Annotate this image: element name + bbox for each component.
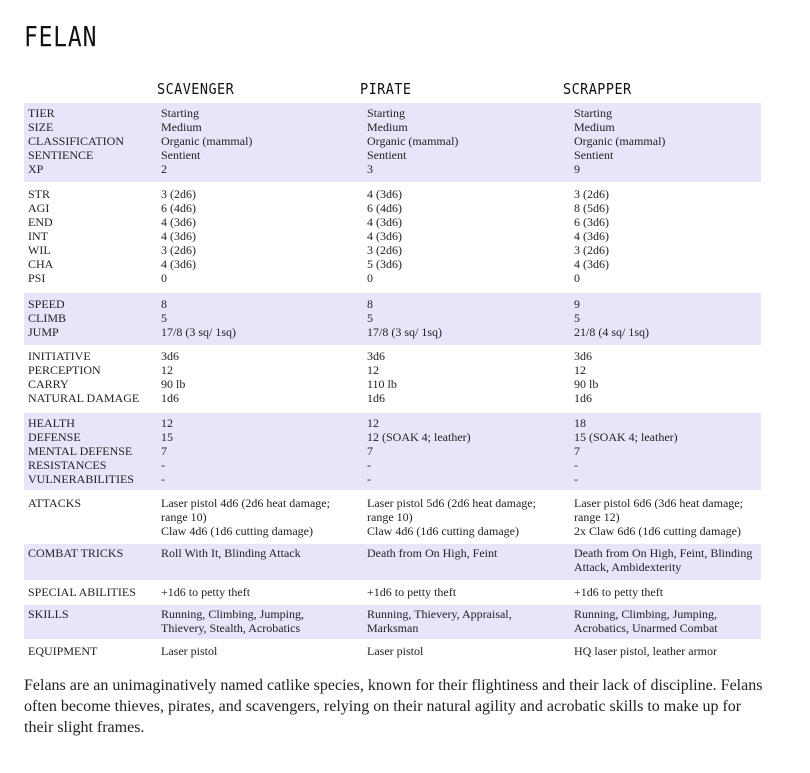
stat-value: 5 [161,311,167,325]
stat-value: 90 lb [161,377,186,391]
stat-value: Laser pistol 6d6 (3d6 heat damage; range 12) [574,496,743,524]
stat-value-cell-pirate [363,103,570,182]
stat-label: XP [28,162,44,176]
stat-value: 4 (3d6) [161,257,196,271]
stat-value: 12 [161,416,173,430]
stat-value: Starting [574,106,612,120]
stat-label-cell [24,605,157,639]
stat-value: 6 (4d6) [161,201,196,215]
stat-value: Death from On High, Feint [367,546,498,560]
stat-value-cell-scrapper [570,605,761,639]
column-header-scrapper: SCRAPPER [563,80,632,98]
stat-value: 4 (3d6) [161,229,196,243]
stat-value: Claw 4d6 (1d6 cutting damage) [367,524,519,538]
stat-label-cell [24,293,157,345]
stat-value: 6 (4d6) [367,201,402,215]
stat-label-cell [24,641,157,662]
stat-value: Medium [161,120,202,134]
stat-label: RESISTANCES [28,458,107,472]
stat-value-cell-scavenger [157,641,363,662]
column-header-pirate: PIRATE [360,80,412,98]
stat-value: 4 (3d6) [574,257,609,271]
stat-value-cell-pirate [363,293,570,345]
stat-row-attributes [24,184,761,291]
stat-value: Running, Thievery, Appraisal, Marksman [367,607,512,635]
stat-value-cell-pirate [363,184,570,291]
stat-value-cell-scrapper [570,641,761,662]
stat-value-cell-scavenger [157,103,363,182]
stat-value-cell-scavenger [157,605,363,639]
stat-value: 15 [161,430,173,444]
stat-value: 1d6 [367,391,385,405]
stat-value-cell-scrapper [570,413,761,490]
stat-value: Laser pistol [367,644,424,658]
stat-value-cell-scavenger [157,582,363,603]
stat-row-attacks [24,492,761,542]
stat-table [24,101,761,664]
stat-label: TIER [28,106,55,120]
stat-value: 1d6 [574,391,592,405]
stat-value: Running, Climbing, Jumping, Acrobatics, Unarmed Combat [574,607,718,635]
stat-label: SIZE [28,120,54,134]
stat-value: - [367,472,371,486]
stat-value: 4 (3d6) [161,215,196,229]
stat-value: Claw 4d6 (1d6 cutting damage) [161,524,313,538]
stat-value: 3d6 [161,349,179,363]
stat-value: Organic (mammal) [574,134,666,148]
stat-value: Starting [161,106,199,120]
stat-value: 3 (2d6) [574,243,609,257]
stat-value-cell-scrapper [570,103,761,182]
stat-value: 7 [574,444,580,458]
stat-value-cell-scavenger [157,184,363,291]
stat-value: Medium [367,120,408,134]
stat-label: VULNERABILITIES [28,472,134,486]
stat-value: Medium [574,120,615,134]
stat-value-cell-scavenger [157,413,363,490]
stat-value: 12 [367,363,379,377]
stat-value: Organic (mammal) [367,134,459,148]
stat-row-senses [24,347,761,411]
stat-value: Sentient [161,148,201,162]
stat-value: Laser pistol 5d6 (2d6 heat damage; range 10) [367,496,536,524]
stat-value-cell-pirate [363,641,570,662]
stat-value: - [574,458,578,472]
stat-row-combat-tricks [24,544,761,580]
stat-value: 7 [367,444,373,458]
stat-value: - [161,472,165,486]
stat-value-cell-scrapper [570,184,761,291]
stat-value: 3 (2d6) [574,187,609,201]
stat-value: Laser pistol 4d6 (2d6 heat damage; range 10) [161,496,330,524]
stat-value: 12 (SOAK 4; leather) [367,430,471,444]
stat-label: EQUIPMENT [28,644,98,658]
stat-value: 4 (3d6) [367,187,402,201]
stat-label: INITIATIVE [28,349,91,363]
stat-value: 3d6 [574,349,592,363]
stat-value: 5 (3d6) [367,257,402,271]
stat-label: HEALTH [28,416,75,430]
stat-value: 110 lb [367,377,397,391]
stat-label: INT [28,229,48,243]
stat-value: 4 (3d6) [574,229,609,243]
stat-value: Laser pistol [161,644,218,658]
stat-value: 90 lb [574,377,599,391]
stat-value: 9 [574,162,580,176]
stat-value: +1d6 to petty theft [367,585,457,599]
stat-value: 3d6 [367,349,385,363]
stat-label: SENTIENCE [28,148,94,162]
stat-value: 2 [161,162,167,176]
stat-value: +1d6 to petty theft [161,585,251,599]
stat-value: - [574,472,578,486]
stat-row-movement [24,293,761,345]
stat-value: 3 (2d6) [161,187,196,201]
stat-label-cell [24,103,157,182]
stat-value-cell-scavenger [157,347,363,411]
stat-value-cell-scrapper [570,544,761,580]
stat-value: 0 [574,271,580,285]
stat-value-cell-pirate [363,347,570,411]
stat-value: 8 (5d6) [574,201,609,215]
stat-value: 12 [367,416,379,430]
stat-value-cell-pirate [363,544,570,580]
stat-label: WIL [28,243,51,257]
stat-label: ATTACKS [28,496,82,510]
stat-value-cell-scrapper [570,582,761,603]
stat-value-cell-scrapper [570,293,761,345]
stat-label-cell [24,413,157,490]
stat-label: SPECIAL ABILITIES [28,585,136,599]
stat-value: Organic (mammal) [161,134,253,148]
stat-value: 12 [161,363,173,377]
stat-value: 6 (3d6) [574,215,609,229]
stat-value: +1d6 to petty theft [574,585,664,599]
stat-value: Starting [367,106,405,120]
stat-value: 4 (3d6) [367,229,402,243]
stat-value: HQ laser pistol, leather armor [574,644,717,658]
stat-value: Sentient [367,148,407,162]
stat-label: END [28,215,53,229]
stat-label-cell [24,184,157,291]
stat-value-cell-pirate [363,492,570,542]
species-description: Felans are an unimaginatively named catlike species, known for their flightiness and their lack of discipline. Felans often become thieves, pirates, and scavengers, relying on their natural agility and acrobatic skills to make up for their slight frames. [24,677,763,736]
stat-row-defenses [24,413,761,490]
stat-label: JUMP [28,325,59,339]
stat-value-cell-pirate [363,582,570,603]
stat-value: 3 (2d6) [161,243,196,257]
stat-label: DEFENSE [28,430,81,444]
stat-label-cell [24,582,157,603]
stat-value-cell-scrapper [570,347,761,411]
stat-value: 2x Claw 6d6 (1d6 cutting damage) [574,524,741,538]
stat-value: 5 [367,311,373,325]
stat-value: 12 [574,363,586,377]
stat-label-cell [24,492,157,542]
stat-label-cell [24,347,157,411]
stat-value-cell-scavenger [157,293,363,345]
stat-row-basic-info [24,103,761,182]
stat-value: 1d6 [161,391,179,405]
stat-label: MENTAL DEFENSE [28,444,133,458]
stat-value: Running, Climbing, Jumping, Thievery, Stealth, Acrobatics [161,607,305,635]
stat-value: 0 [367,271,373,285]
stat-value: 5 [574,311,580,325]
stat-label: AGI [28,201,50,215]
stat-value: Roll With It, Blinding Attack [161,546,301,560]
stat-value-cell-scrapper [570,492,761,542]
stat-label: PERCEPTION [28,363,101,377]
stat-value: - [161,458,165,472]
stat-value: 0 [161,271,167,285]
stat-value: 17/8 (3 sq/ 1sq) [367,325,442,339]
stat-value: 8 [161,297,167,311]
stat-label: COMBAT TRICKS [28,546,124,560]
stat-label: PSI [28,271,46,285]
page-title: FELAN [24,20,98,53]
stat-label: NATURAL DAMAGE [28,391,140,405]
stat-value-cell-pirate [363,413,570,490]
stat-label: CHA [28,257,54,271]
stat-value-cell-scavenger [157,492,363,542]
stat-value: 3 [367,162,373,176]
stat-value: 15 (SOAK 4; leather) [574,430,678,444]
stat-label: SKILLS [28,607,69,621]
stat-value: 17/8 (3 sq/ 1sq) [161,325,236,339]
stat-value: 9 [574,297,580,311]
stat-value: - [367,458,371,472]
stat-value: 4 (3d6) [367,215,402,229]
stat-value: Sentient [574,148,614,162]
stat-label: SPEED [28,297,65,311]
stat-value: 8 [367,297,373,311]
stat-value: 18 [574,416,586,430]
stat-row-equipment [24,641,761,662]
stat-label: CLIMB [28,311,67,325]
stat-label: CLASSIFICATION [28,134,125,148]
stat-row-special-abilities [24,582,761,603]
stat-label: STR [28,187,51,201]
stat-value: Death from On High, Feint, Blinding Attack, Ambidexterity [574,546,753,574]
stat-value-cell-pirate [363,605,570,639]
column-header-scavenger: SCAVENGER [157,80,235,98]
stat-value: 7 [161,444,167,458]
stat-label: CARRY [28,377,69,391]
stat-value-cell-scavenger [157,544,363,580]
stat-label-cell [24,544,157,580]
stat-value: 21/8 (4 sq/ 1sq) [574,325,649,339]
stat-row-skills [24,605,761,639]
stat-value: 3 (2d6) [367,243,402,257]
